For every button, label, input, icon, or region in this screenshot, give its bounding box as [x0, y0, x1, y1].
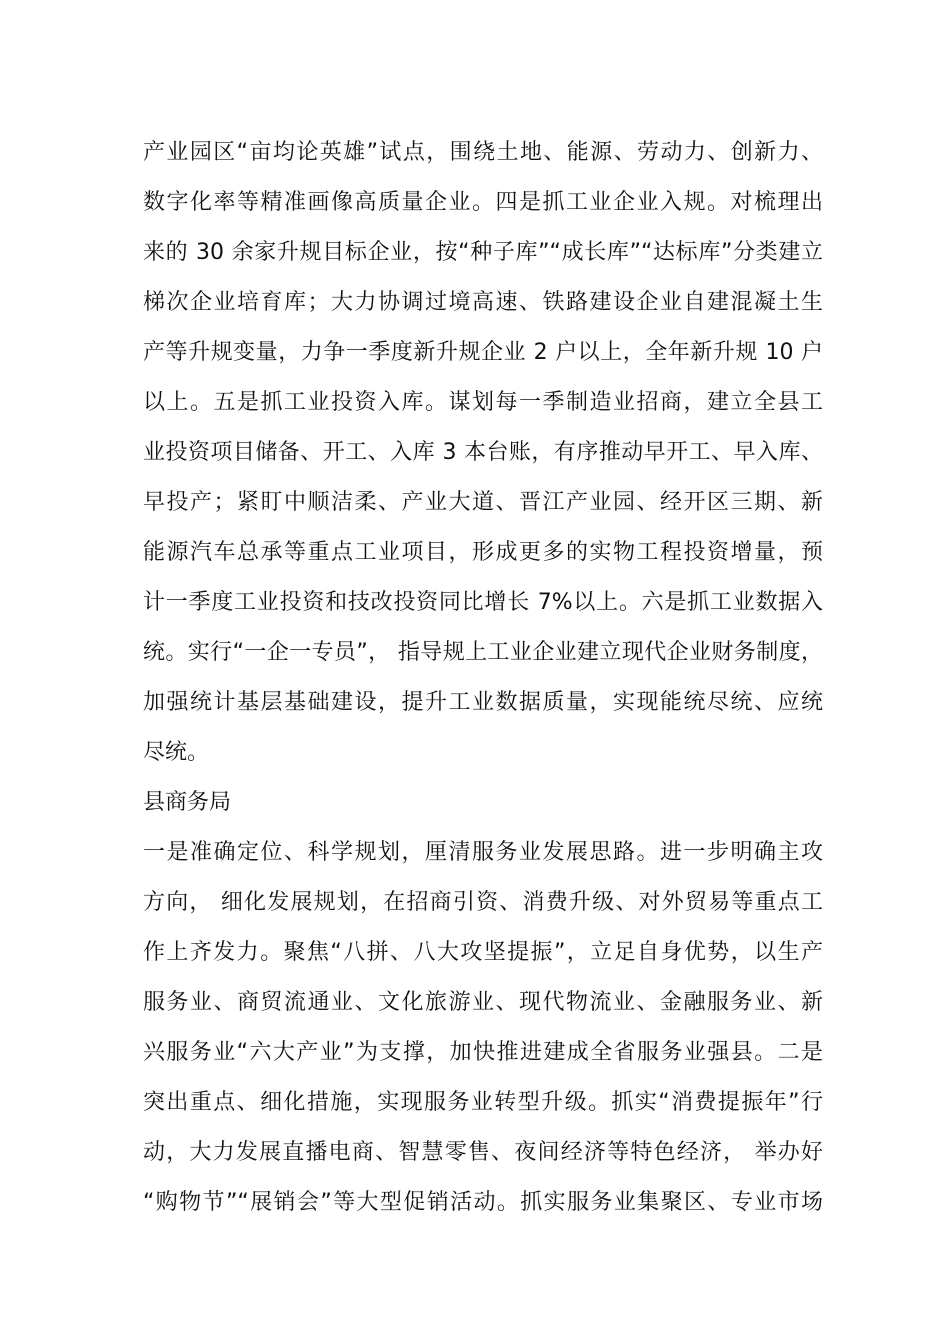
paragraph-line: 早投产；紧盯中顺洁柔、产业大道、晋江产业园、经开区三期、新	[143, 490, 823, 515]
paragraph-line: 兴服务业“六大产业”为支撑，加快推进建成全省服务业强县。二是	[143, 1040, 823, 1065]
paragraph-line: 服务业、商贸流通业、文化旅游业、现代物流业、金融服务业、新	[143, 990, 823, 1015]
paragraph-line: 加强统计基层基础建设，提升工业数据质量，实现能统尽统、应统	[143, 690, 823, 715]
paragraph-line: 产等升规变量，力争一季度新升规企业 2 户以上，全年新升规 10 户	[143, 340, 823, 365]
paragraph-line: 以上。五是抓工业投资入库。谋划每一季制造业招商，建立全县工	[143, 390, 823, 415]
paragraph-line: “购物节”“展销会”等大型促销活动。抓实服务业集聚区、专业市场	[143, 1190, 823, 1215]
paragraph-line: 尽统。	[143, 740, 210, 765]
paragraph-line: 梯次企业培育库；大力协调过境高速、铁路建设企业自建混凝土生	[143, 290, 823, 315]
paragraph-line: 能源汽车总承等重点工业项目，形成更多的实物工程投资增量，预	[143, 540, 823, 565]
paragraph-line: 动，大力发展直播电商、智慧零售、夜间经济等特色经济， 举办好	[143, 1140, 823, 1165]
section-heading: 县商务局	[143, 790, 232, 815]
paragraph-line: 统。实行“一企一专员”， 指导规上工业企业建立现代企业财务制度，	[143, 640, 823, 665]
paragraph-line: 一是准确定位、科学规划，厘清服务业发展思路。进一步明确主攻	[143, 840, 823, 865]
document-body	[143, 128, 823, 1228]
paragraph-line: 业投资项目储备、开工、入库 3 本台账，有序推动早开工、早入库、	[143, 440, 823, 465]
paragraph-line: 方向， 细化发展规划，在招商引资、消费升级、对外贸易等重点工	[143, 890, 823, 915]
paragraph-line: 来的 30 余家升规目标企业，按“种子库”“成长库”“达标库”分类建立	[143, 240, 823, 265]
paragraph-line: 数字化率等精准画像高质量企业。四是抓工业企业入规。对梳理出	[143, 190, 823, 215]
paragraph-line: 突出重点、细化措施，实现服务业转型升级。抓实“消费提振年”行	[143, 1090, 823, 1115]
paragraph-line: 作上齐发力。聚焦“八拼、八大攻坚提振”，立足自身优势，以生产	[143, 940, 823, 965]
paragraph-line: 产业园区“亩均论英雄”试点，围绕土地、能源、劳动力、创新力、	[143, 140, 823, 165]
paragraph-line: 计一季度工业投资和技改投资同比增长 7%以上。六是抓工业数据入	[143, 590, 823, 615]
